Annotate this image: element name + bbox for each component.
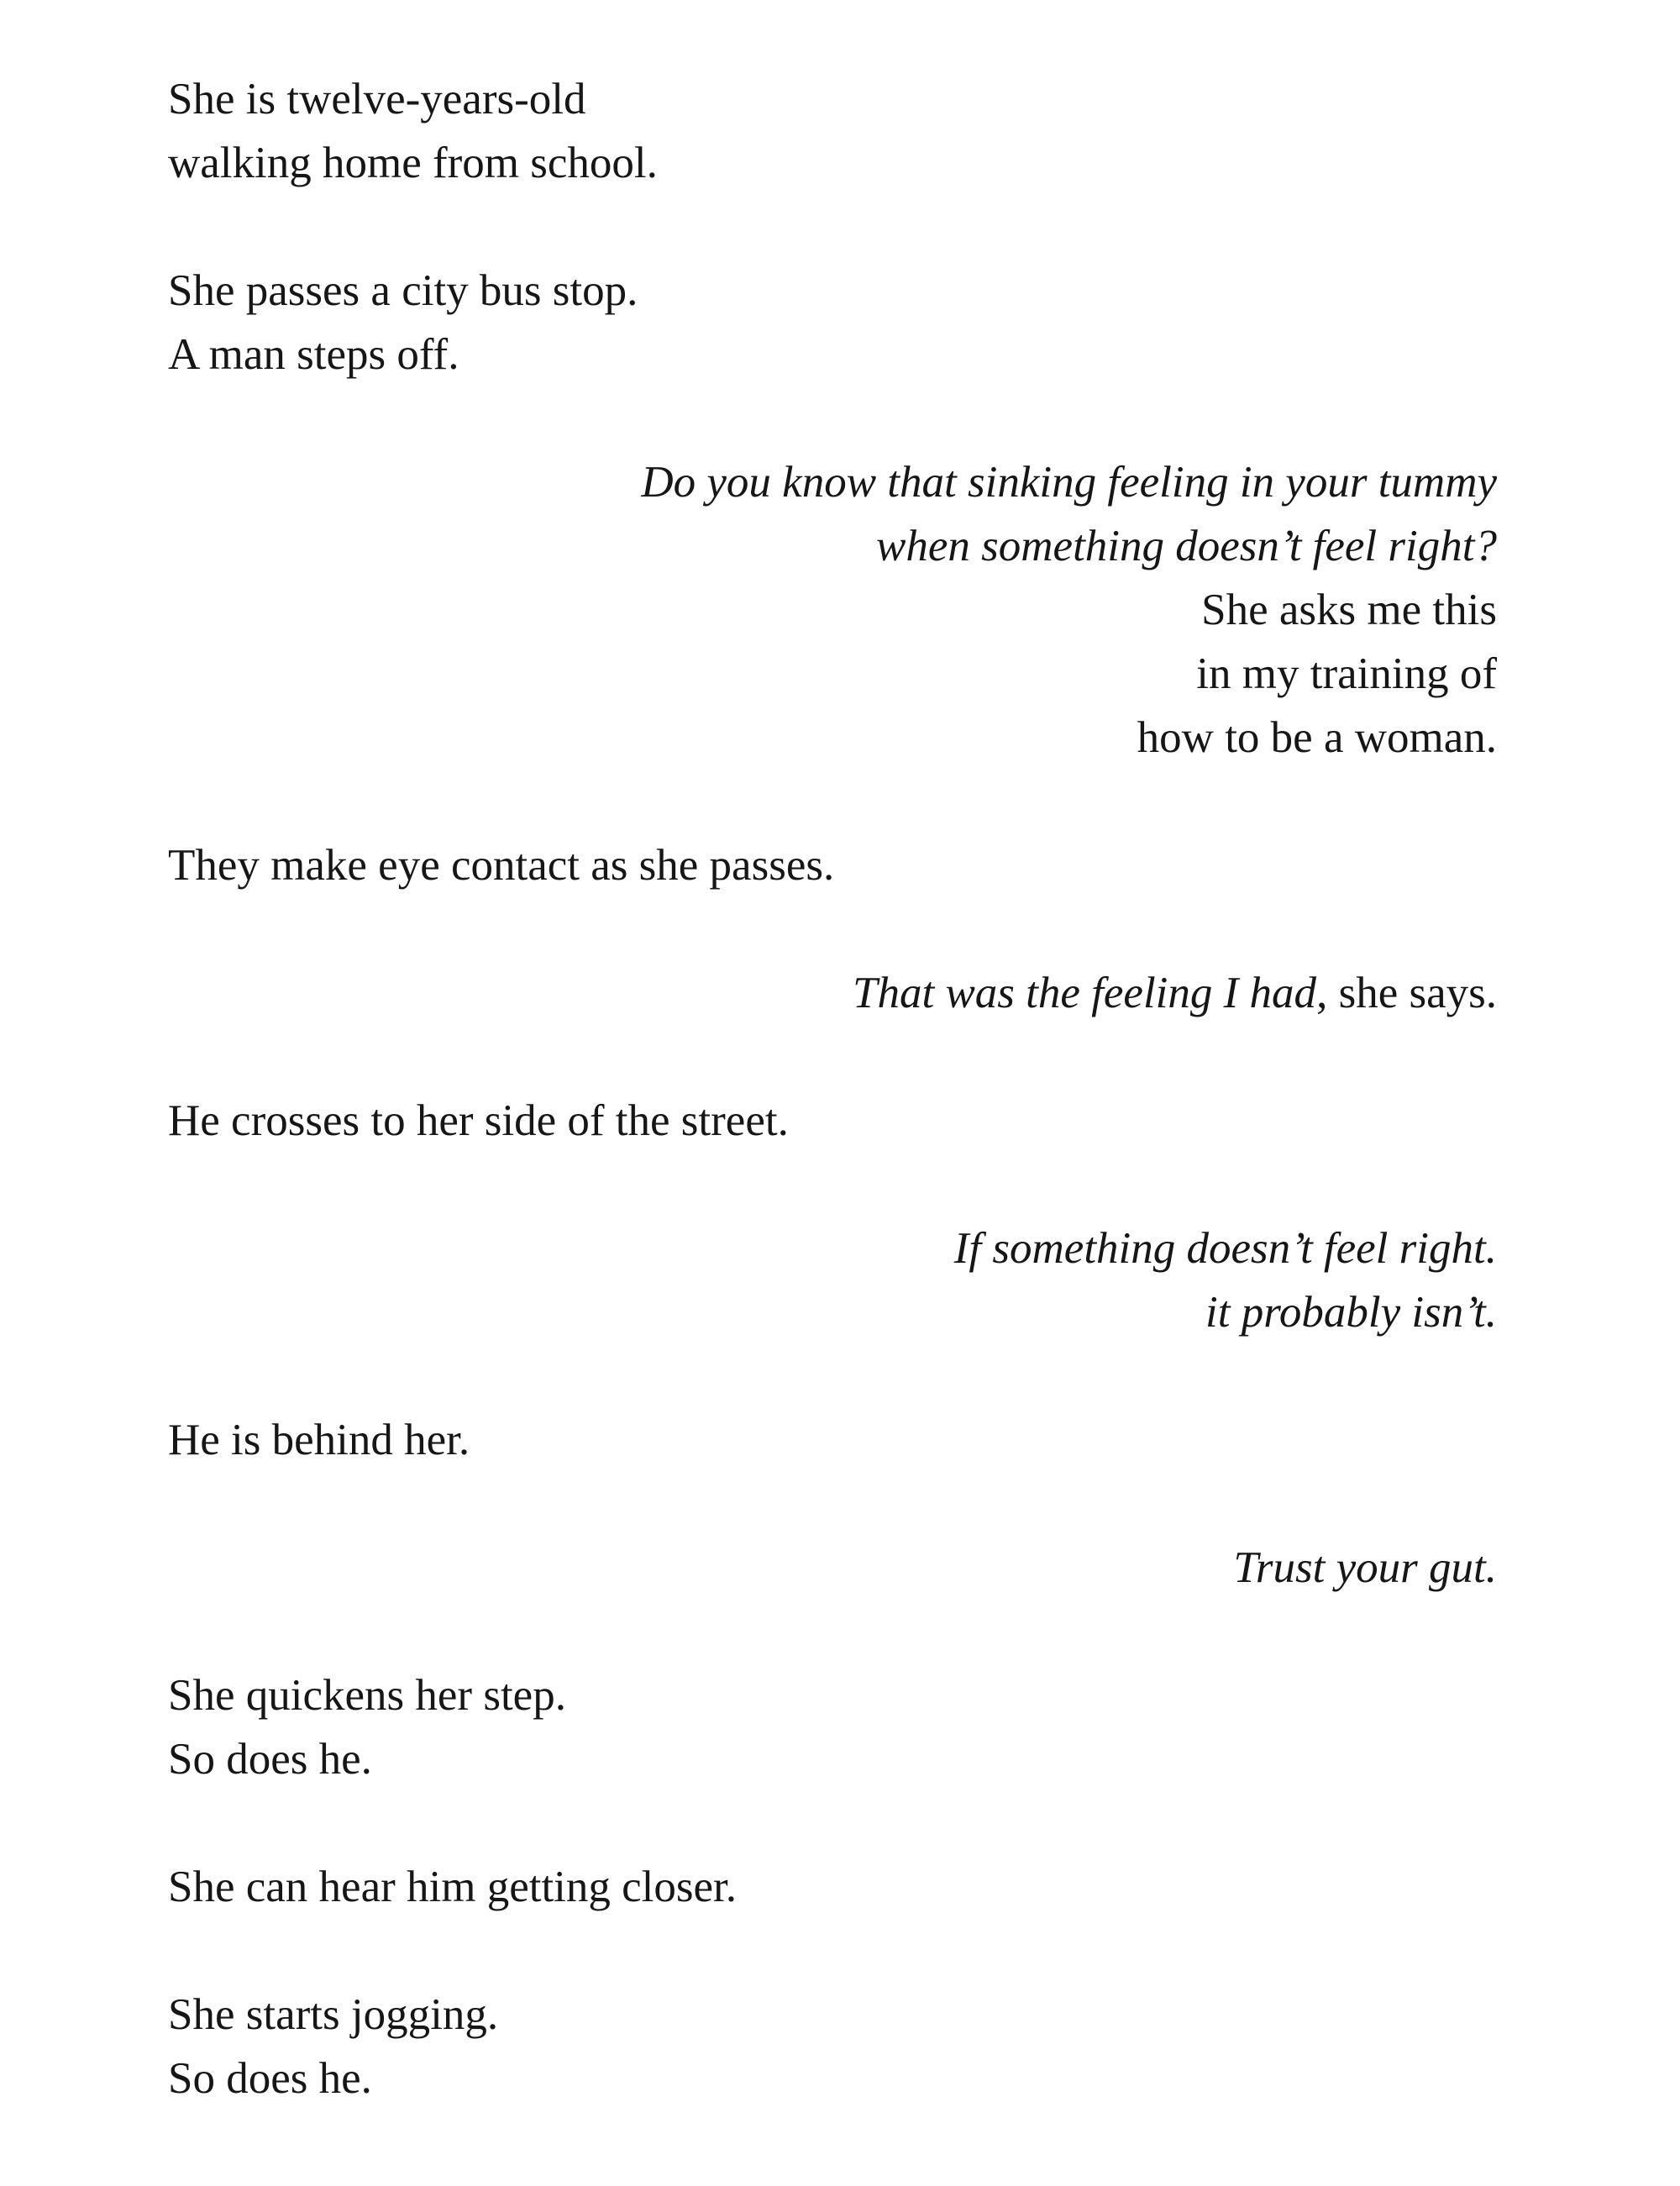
poem-line-italic: it probably isn’t.	[1205, 1288, 1497, 1337]
poem-line: He is behind her.	[168, 1416, 470, 1464]
poem-line: She asks me this	[1201, 586, 1497, 634]
poem-line: So does he.	[168, 1735, 372, 1784]
poem-line-italic: If something doesn’t feel right.	[953, 1224, 1497, 1273]
poem-line: She is twelve-years-old	[168, 75, 586, 123]
poem-line: She starts jogging.	[168, 1990, 499, 2039]
poem-line-roman-part: , she says.	[1316, 969, 1497, 1017]
poem-line: They make eye contact as she passes.	[168, 841, 835, 890]
poem-line-italic: Do you know that sinking feeling in your tummy	[641, 458, 1497, 507]
poem-line: He crosses to her side of the street.	[168, 1096, 789, 1145]
poem-line: how to be a woman.	[1137, 713, 1497, 762]
poem-line: She passes a city bus stop.	[168, 266, 638, 315]
poem-line: in my training of	[1196, 649, 1497, 698]
poem-line: So does he.	[168, 2054, 372, 2103]
poem-line-italic-part: That was the feeling I had	[853, 969, 1317, 1017]
poem-line-mixed	[853, 971, 1497, 1016]
poem-line-italic: Trust your gut.	[1233, 1543, 1497, 1592]
poem-line: She can hear him getting closer.	[168, 1863, 738, 1911]
poem-line-italic: when something doesn’t feel right?	[876, 522, 1497, 570]
poem-line: A man steps off.	[168, 330, 459, 379]
poem-line: She quickens her step.	[168, 1671, 566, 1720]
poem-line: walking home from school.	[168, 139, 658, 187]
